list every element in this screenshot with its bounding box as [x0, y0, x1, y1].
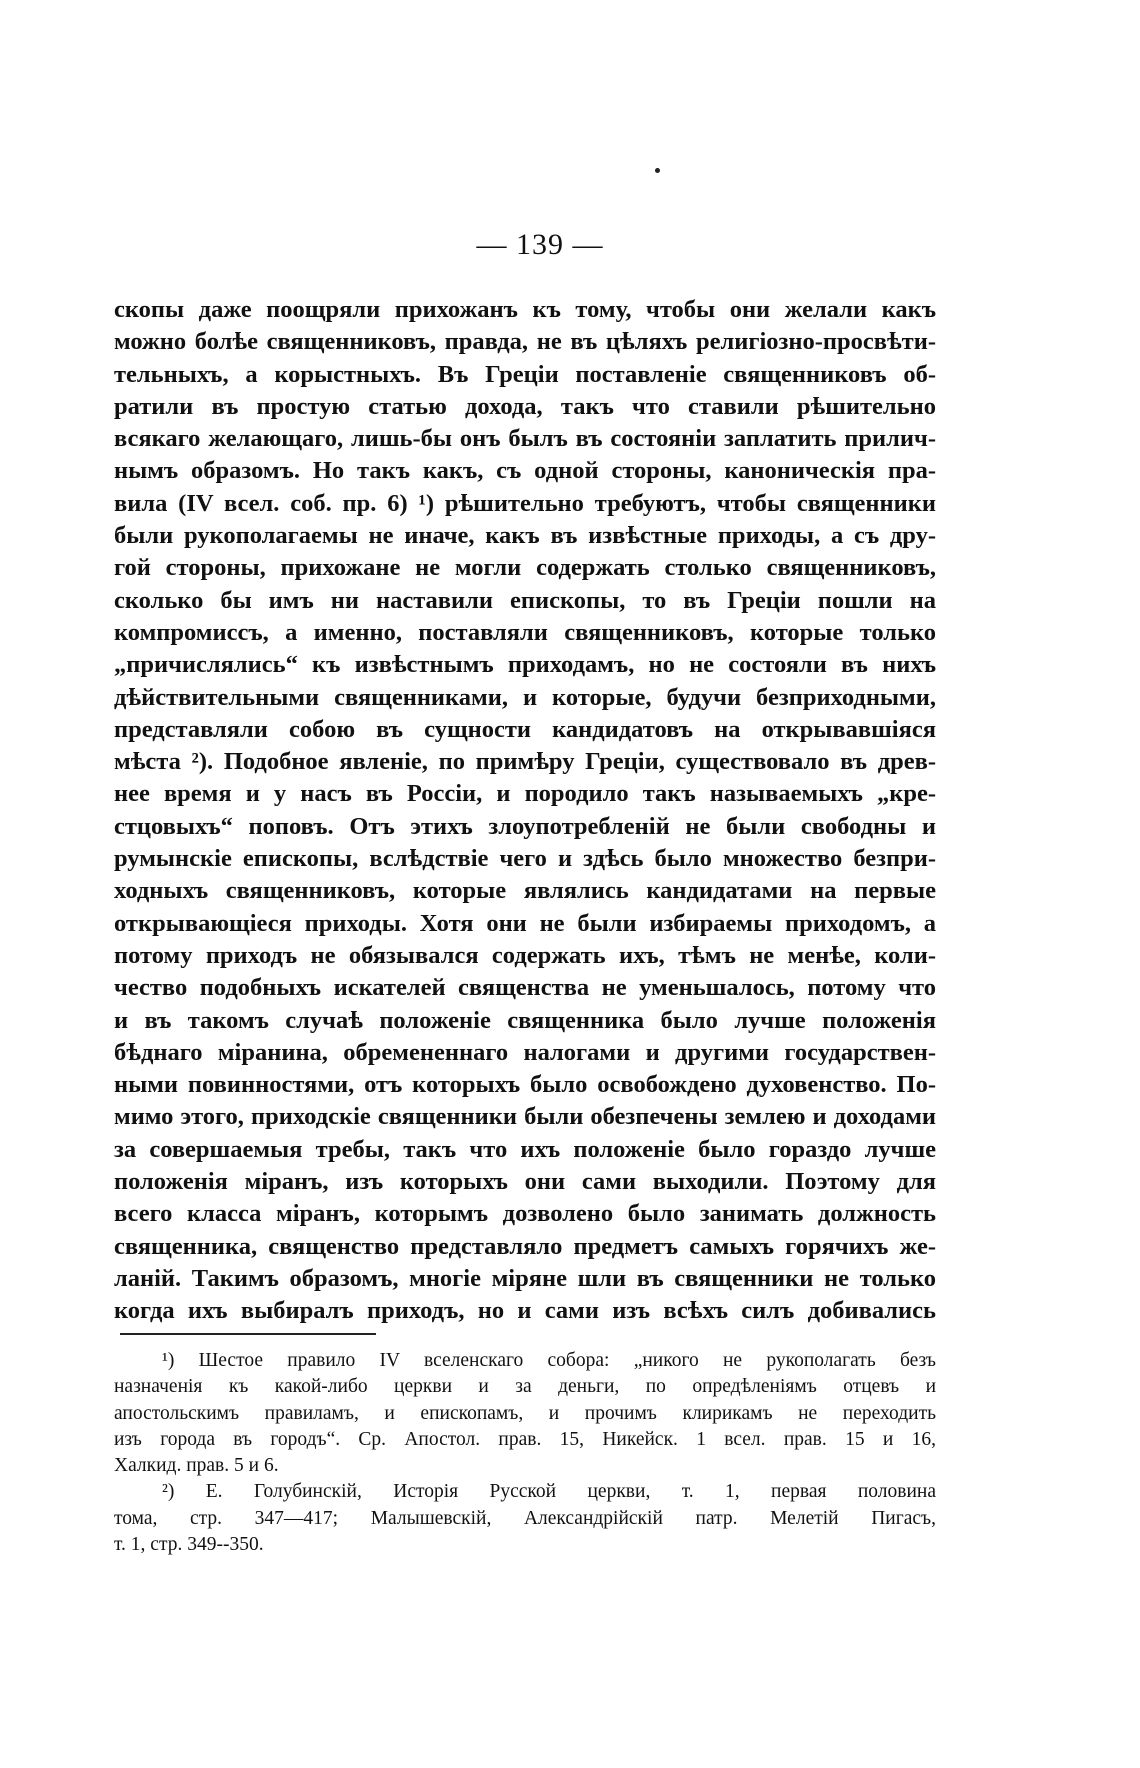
text-line: представляли собою въ сущности кандидатовъ на открывавшіяся — [114, 715, 936, 743]
text-line: потому приходъ не обязывался содержать ихъ, тѣмъ не менѣе, коли- — [114, 941, 936, 969]
footnote-1-line: назначенія къ какой-либо церкви и за деньги, по опредѣленіямъ отцевъ и — [114, 1376, 936, 1398]
text-line: дѣйствительными священниками, и которые, будучи безприходными, — [114, 683, 936, 711]
footnote-1-line: изъ города въ городъ“. Ср. Апостол. прав. 15, Никейск. 1 всел. прав. 15 и 16, — [114, 1428, 936, 1450]
footnote-2-line: тома, стр. 347—417; Малышевскій, Александрійскій патр. Мелетій Пигасъ, — [114, 1507, 936, 1529]
text-line: ными повинностями, отъ которыхъ было освобождено духовенство. По- — [114, 1071, 936, 1099]
text-line: положенія міранъ, изъ которыхъ они сами выходили. Поэтому для — [114, 1168, 936, 1196]
text-line: чество подобныхъ искателей священства не уменьшалось, потому что — [114, 974, 936, 1002]
text-line: всякаго желающаго, лишь-бы онъ былъ въ состояніи заплатить прилич- — [114, 425, 936, 453]
text-line: священника, священство представляло предметъ самыхъ горячихъ же- — [114, 1232, 936, 1260]
text-line: мѣста ²). Подобное явленіе, по примѣру Греціи, существовало въ древ- — [114, 748, 936, 776]
text-line: когда ихъ выбиралъ приходъ, но и сами изъ всѣхъ силъ добивались — [114, 1297, 936, 1325]
text-line: нее время и у насъ въ Россіи, и породило такъ называемыхъ „кре- — [114, 780, 936, 808]
speck-mark — [655, 168, 660, 173]
footnote-1-mark: ¹) — [162, 1350, 175, 1371]
text-line: „причислялись“ къ извѣстнымъ приходамъ, но не состояли въ нихъ — [114, 651, 936, 679]
text-line: сколько бы имъ ни наставили епископы, то въ Греціи пошли на — [114, 586, 936, 614]
text-line: всего класса міранъ, которымъ дозволено было занимать должность — [114, 1200, 936, 1228]
footnote-1-line: апостольскимъ правиламъ, и епископамъ, и прочимъ клирикамъ не переходить — [114, 1402, 936, 1424]
body-text — [114, 294, 936, 1328]
text-line: тельныхъ, а корыстныхъ. Въ Греціи поставленіе священниковъ об- — [114, 360, 936, 388]
text-line: вила (IV всел. соб. пр. 6) ¹) рѣшительно требуютъ, чтобы священники — [114, 489, 936, 517]
text-line: и въ такомъ случаѣ положеніе священника было лучше положенія — [114, 1006, 936, 1034]
text-line: бѣднаго міранина, обремененнаго налогами и другими государствен- — [114, 1038, 936, 1066]
text-line: открывающіеся приходы. Хотя они не были избираемы приходомъ, а — [114, 909, 936, 937]
footnotes — [114, 1348, 936, 1558]
footnote-2-line: ²) Е. Голубинскій, Исторія Русской церкви, т. 1, первая половина — [162, 1481, 936, 1503]
text-line: ратили въ простую статью дохода, такъ что ставили рѣшительно — [114, 392, 936, 420]
text-line: ланій. Такимъ образомъ, многіе міряне шли въ священники не только — [114, 1264, 936, 1292]
footnote-2-mark: ²) — [162, 1481, 175, 1503]
text-line: гой стороны, прихожане не могли содержать столько священниковъ, — [114, 554, 936, 582]
text-line: ходныхъ священниковъ, которые являлись кандидатами на первые — [114, 877, 936, 905]
text-line: скопы даже поощряли прихожанъ къ тому, чтобы они желали какъ — [114, 296, 936, 323]
footnote-1-line: ¹) Шестое правило IV вселенскаго собора: „никого не рукополагать безъ — [162, 1350, 936, 1371]
footnote-2-line: т. 1, стр. 349--350. — [114, 1534, 264, 1556]
footnote-1-line: Халкид. прав. 5 и 6. — [114, 1455, 279, 1477]
text-line: нымъ образомъ. Но такъ какъ, съ одной стороны, каноническія пра- — [114, 457, 936, 485]
text-line: были рукополагаемы не иначе, какъ въ извѣстные приходы, а съ дру- — [114, 522, 936, 550]
text-line: компромиссъ, а именно, поставляли священниковъ, которые только — [114, 618, 936, 646]
footnote-separator — [120, 1333, 376, 1335]
text-line: румынскіе епископы, вслѣдствіе чего и здѣсь было множество безпри- — [114, 845, 936, 873]
text-line: стцовыхъ“ поповъ. Отъ этихъ злоупотребленій не были свободны и — [114, 812, 936, 840]
page-number: — 139 — — [476, 228, 604, 261]
text-line: за совершаемыя требы, такъ что ихъ положеніе было гораздо лучше — [114, 1135, 936, 1163]
text-line: мимо этого, приходскіе священники были обезпечены землею и доходами — [114, 1103, 936, 1131]
text-line: можно болѣе священниковъ, правда, не въ цѣляхъ религіозно-просвѣти- — [114, 328, 936, 356]
